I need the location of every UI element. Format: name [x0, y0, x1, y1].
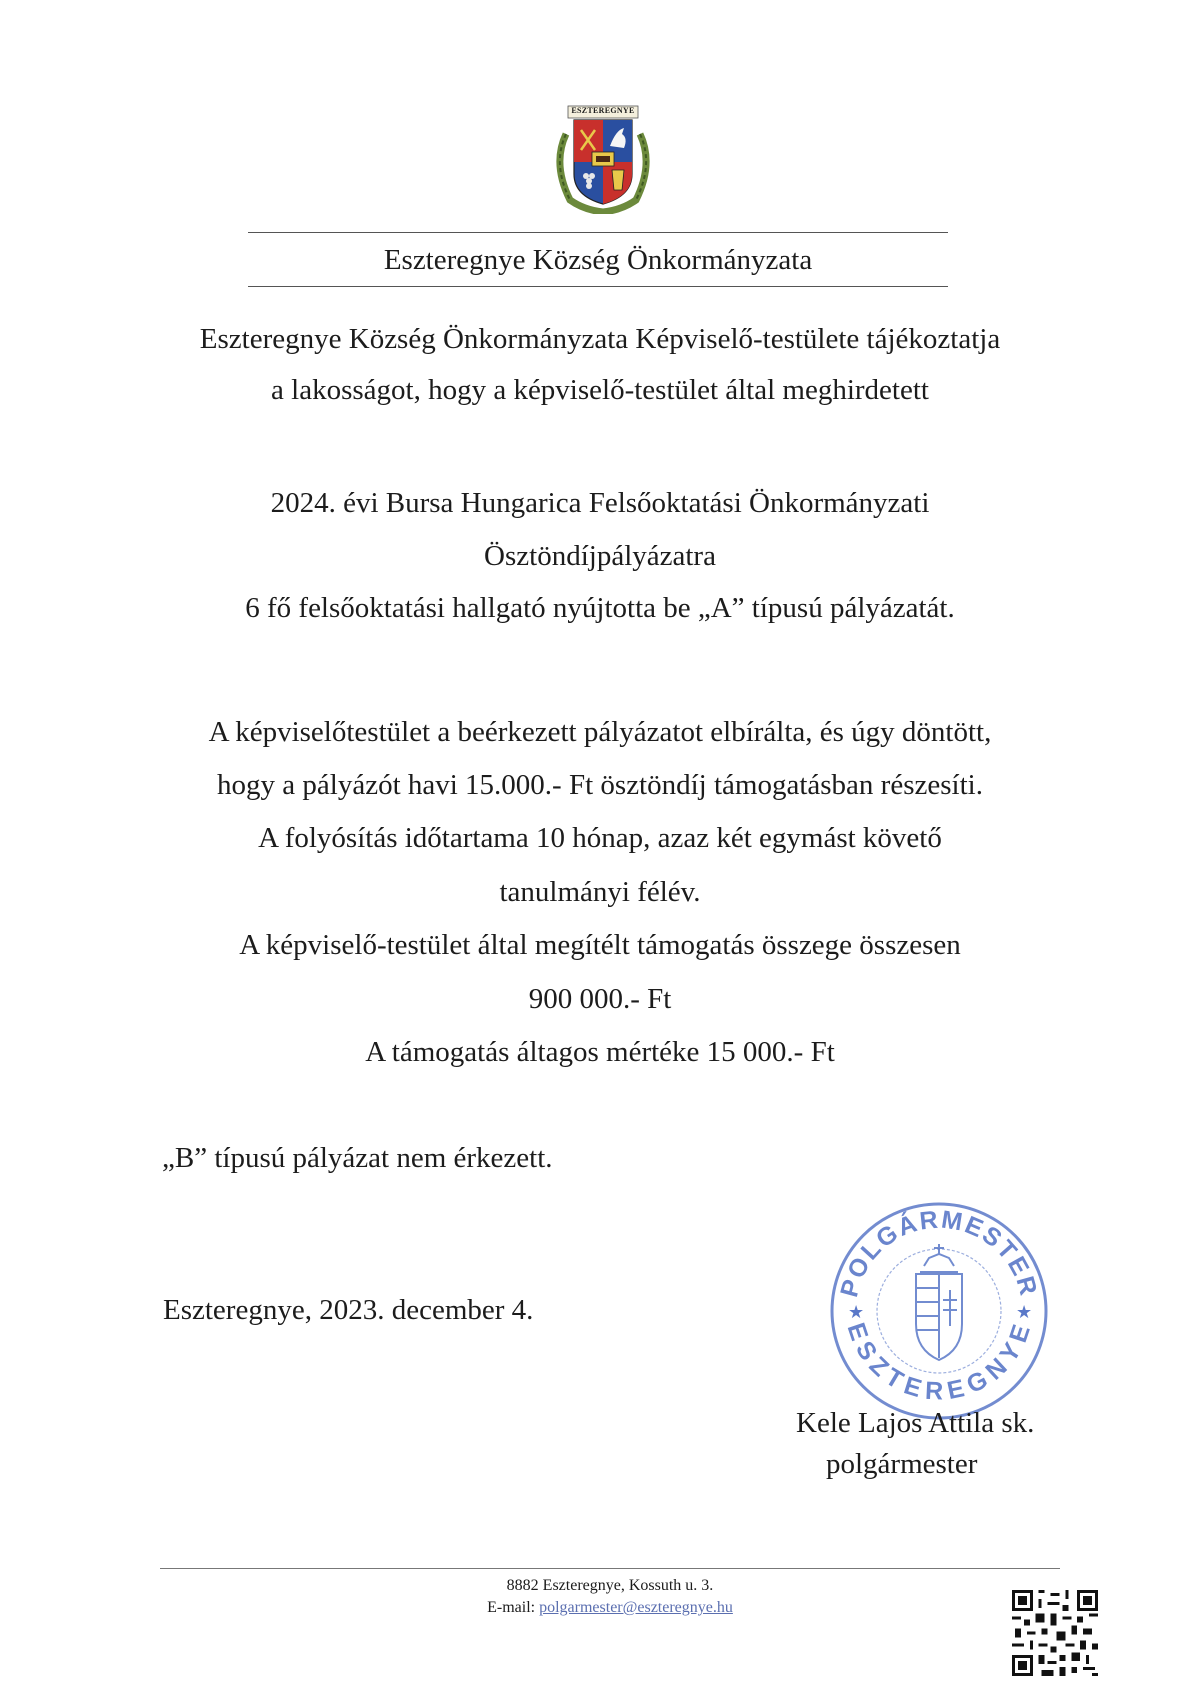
official-stamp-icon [828, 1200, 1050, 1422]
decision-line-2: hogy a pályázót havi 15.000.- Ft ösztöndíj támogatásban részesíti. [217, 769, 983, 801]
crest-banner-text: ESZTEREGNYE [571, 106, 635, 115]
duration-line-2: tanulmányi félév. [499, 876, 701, 908]
svg-text:★: ★ [848, 1302, 865, 1323]
footer-email-line [310, 1598, 910, 1618]
intro-line-2: a lakosságot, hogy a képviselő-testület által meghirdetett [271, 374, 929, 406]
municipal-crest-icon [548, 104, 658, 214]
qr-code-icon[interactable] [1012, 1590, 1098, 1676]
decision-line-1: A képviselőtestület a beérkezett pályázatot elbírálta, és úgy döntött, [208, 716, 992, 748]
header-top-rule [248, 232, 948, 233]
stamp-top-text: POLGÁRMESTER [835, 1205, 1043, 1301]
program-line-2: Ösztöndíjpályázatra [484, 540, 716, 572]
total-line-2: 900 000.- Ft [528, 983, 672, 1015]
footer-email-link[interactable]: polgarmester@eszteregnye.hu [539, 1599, 733, 1616]
stamp-bottom-text: ESZTEREGNYE [841, 1319, 1037, 1406]
program-line-1: 2024. évi Bursa Hungarica Felsőoktatási Önkormányzati [270, 487, 930, 519]
type-b-line: „B” típusú pályázat nem érkezett. [162, 1142, 553, 1174]
header-title: Eszteregnye Község Önkormányzata [383, 244, 813, 276]
signatory-name: Kele Lajos Attila sk. [796, 1407, 1035, 1439]
footer-rule [160, 1568, 1060, 1569]
footer-address: 8882 Eszteregnye, Kossuth u. 3. [506, 1577, 714, 1594]
svg-text:★: ★ [1016, 1302, 1033, 1323]
average-line: A támogatás áltagos mértéke 15 000.- Ft [365, 1036, 835, 1068]
footer-email-label: E-mail: [487, 1599, 540, 1616]
applicants-line: 6 fő felsőoktatási hallgató nyújtotta be „A” típusú pályázatát. [245, 592, 955, 624]
duration-line-1: A folyósítás időtartama 10 hónap, azaz két egymást követő [258, 822, 942, 854]
intro-line-1: Eszteregnye Község Önkormányzata Képviselő-testülete tájékoztatja [199, 323, 1001, 355]
date-line: Eszteregnye, 2023. december 4. [163, 1294, 534, 1326]
total-line-1: A képviselő-testület által megítélt támogatás összege összesen [239, 929, 961, 961]
header-bottom-rule [248, 286, 948, 287]
signatory-title: polgármester [826, 1448, 978, 1480]
